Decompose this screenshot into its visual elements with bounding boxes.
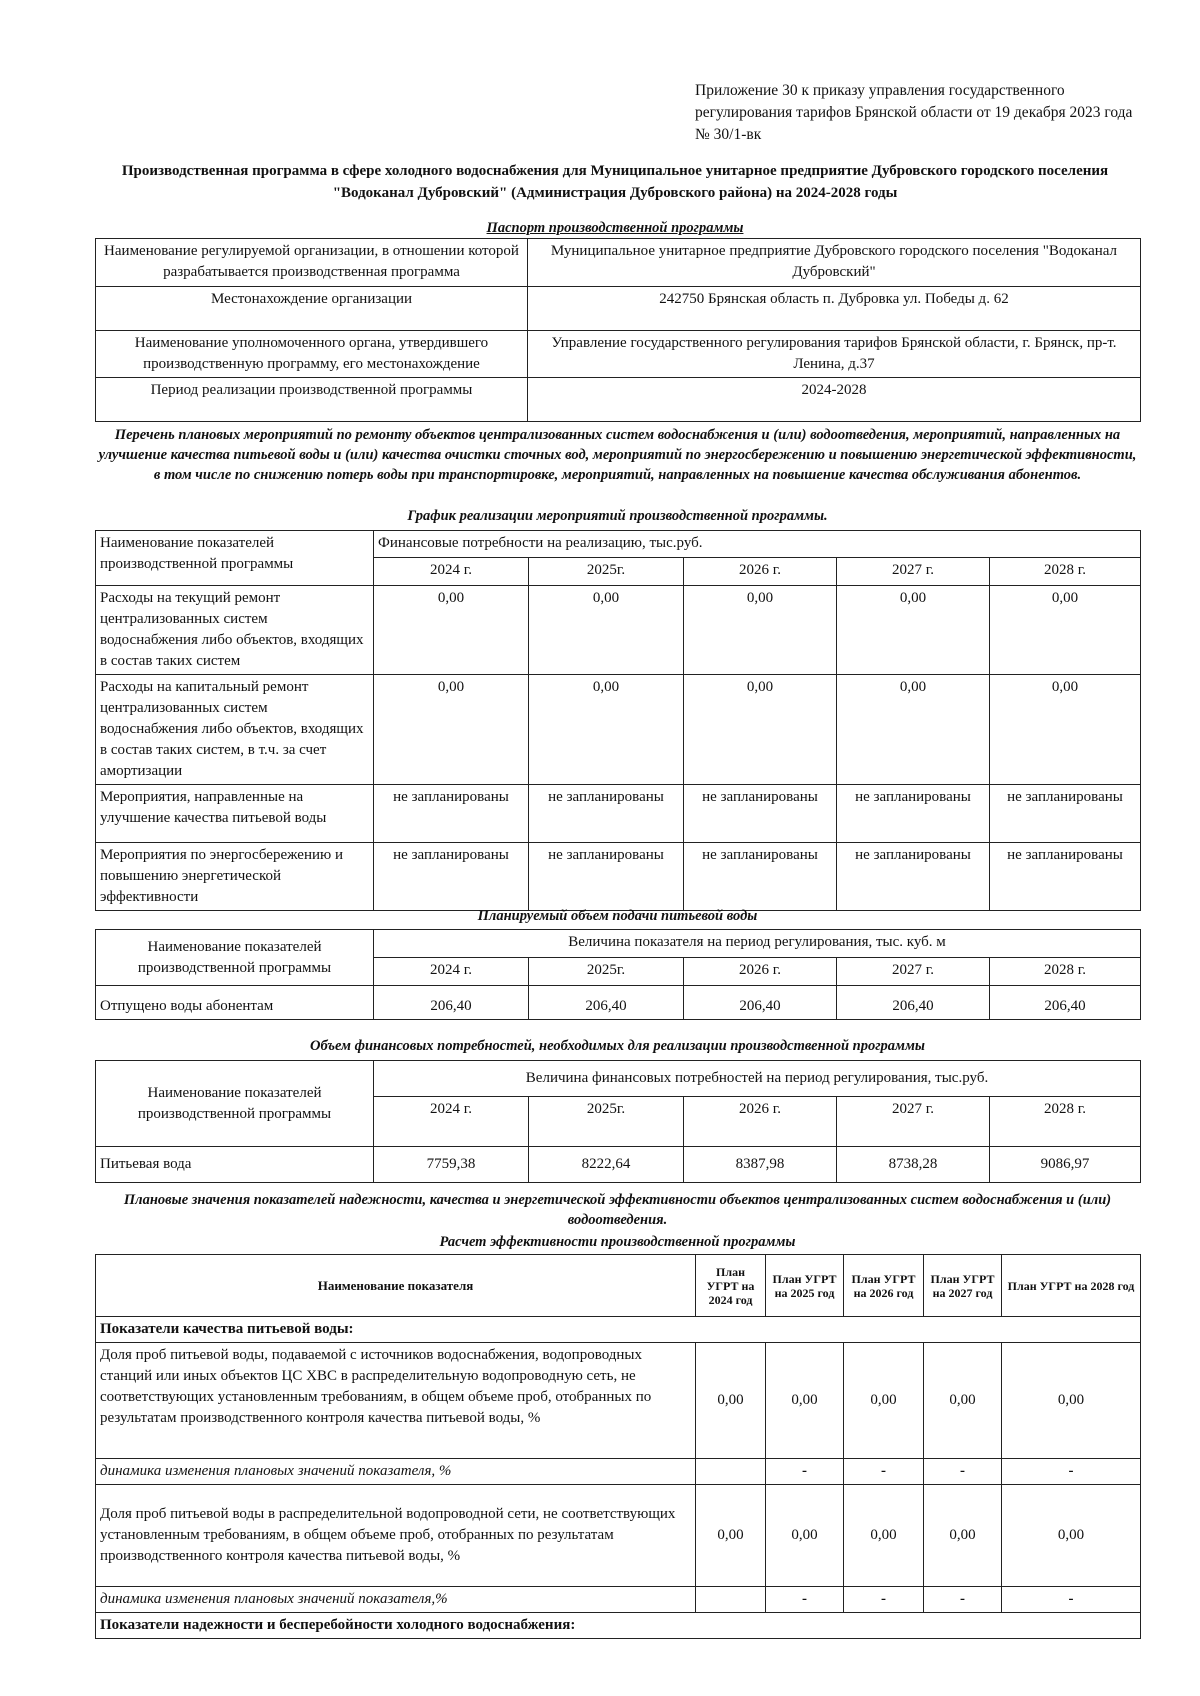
schedule-name-header: Наименование показателей производственной программы bbox=[96, 531, 374, 586]
schedule-group-header: Финансовые потребности на реализацию, тыс.руб. bbox=[374, 531, 1141, 558]
cell-value: - bbox=[924, 1587, 1002, 1613]
cell-value: 206,40 bbox=[990, 986, 1141, 1020]
dynamics-label: динамика изменения плановых значений показателя, % bbox=[96, 1459, 696, 1485]
finance-name-header: Наименование показателей производственной программы bbox=[96, 1061, 374, 1147]
cell-value: - bbox=[1002, 1459, 1141, 1485]
year-header: 2027 г. bbox=[837, 1097, 990, 1147]
cell-value: 0,00 bbox=[837, 586, 990, 675]
cell-value: 8222,64 bbox=[529, 1147, 684, 1183]
row-name: Питьевая вода bbox=[96, 1147, 374, 1183]
cell-value: - bbox=[766, 1459, 844, 1485]
supply-name-header: Наименование показателей производственной программы bbox=[96, 930, 374, 986]
cell-value: 0,00 bbox=[837, 675, 990, 785]
cell-value: не запланированы bbox=[374, 843, 529, 911]
year-header: 2026 г. bbox=[684, 958, 837, 986]
cell-value: не запланированы bbox=[374, 785, 529, 843]
table-row bbox=[96, 986, 1141, 1020]
supply-table bbox=[95, 929, 1141, 1020]
cell-value: 0,00 bbox=[924, 1485, 1002, 1587]
cell-value: - bbox=[1002, 1587, 1141, 1613]
cell-value: 0,00 bbox=[1002, 1343, 1141, 1459]
table-row bbox=[96, 1343, 1141, 1459]
finance-table bbox=[95, 1060, 1141, 1183]
passport-label: Местонахождение организации bbox=[96, 287, 528, 331]
plan-header: План УГРТ на 2028 год bbox=[1002, 1255, 1141, 1317]
year-header: 2025г. bbox=[529, 558, 684, 586]
row-name: Мероприятия, направленные на улучшение качества питьевой воды bbox=[96, 785, 374, 843]
cell-value: не запланированы bbox=[529, 785, 684, 843]
year-header: 2027 г. bbox=[837, 958, 990, 986]
cell-value: 0,00 bbox=[844, 1343, 924, 1459]
passport-value: Управление государственного регулирования тарифов Брянской области, г. Брянск, пр-т. Ленина, д.37 bbox=[528, 331, 1141, 378]
row-name: Расходы на текущий ремонт централизованных систем водоснабжения либо объектов, входящих в состав таких систем bbox=[96, 586, 374, 675]
appendix-note: Приложение 30 к приказу управления государственного регулирования тарифов Брянской области от 19 декабря 2023 года № 30/1-вк bbox=[695, 82, 1133, 143]
cell-value: не запланированы bbox=[837, 843, 990, 911]
passport-label: Период реализации производственной программы bbox=[96, 378, 528, 422]
cell-value: 0,00 bbox=[766, 1485, 844, 1587]
passport-value: 242750 Брянская область п. Дубровка ул. Победы д. 62 bbox=[528, 287, 1141, 331]
cell-value: 0,00 bbox=[374, 675, 529, 785]
finance-caption: Объем финансовых потребностей, необходимых для реализации производственной программы bbox=[310, 1038, 925, 1054]
cell-value: 7759,38 bbox=[374, 1147, 529, 1183]
row-name: Мероприятия по энергосбережению и повышению энергетической эффективности bbox=[96, 843, 374, 911]
table-row bbox=[96, 1587, 1141, 1613]
plan-header: План УГРТ на 2026 год bbox=[844, 1255, 924, 1317]
cell-value: 0,00 bbox=[529, 586, 684, 675]
cell-value: 8387,98 bbox=[684, 1147, 837, 1183]
cell-value: 9086,97 bbox=[990, 1147, 1141, 1183]
cell-value: 0,00 bbox=[990, 675, 1141, 785]
cell-value: 0,00 bbox=[684, 675, 837, 785]
table-row bbox=[96, 1459, 1141, 1485]
year-header: 2026 г. bbox=[684, 558, 837, 586]
table-row bbox=[96, 1485, 1141, 1587]
cell-value bbox=[696, 1459, 766, 1485]
row-name: Отпущено воды абонентам bbox=[96, 986, 374, 1020]
cell-value: не запланированы bbox=[837, 785, 990, 843]
schedule-caption: График реализации мероприятий производственной программы. bbox=[407, 508, 828, 524]
year-header: 2025г. bbox=[529, 1097, 684, 1147]
passport-caption: Паспорт производственной программы bbox=[486, 220, 744, 236]
plan-header: План УГРТ на 2025 год bbox=[766, 1255, 844, 1317]
finance-group-header: Величина финансовых потребностей на период регулирования, тыс.руб. bbox=[374, 1061, 1141, 1097]
year-header: 2028 г. bbox=[990, 958, 1141, 986]
cell-value: - bbox=[766, 1587, 844, 1613]
cell-value: 206,40 bbox=[529, 986, 684, 1020]
year-header: 2028 г. bbox=[990, 558, 1141, 586]
indicator-name: Доля проб питьевой воды, подаваемой с источников водоснабжения, водопроводных станций или иных объектов ЦС ХВС в распределительную водопроводную сеть, не соответствующих установленным требованиям, в общем объеме проб, отобранных по результатам производственного контроля качества питьевой воды, % bbox=[96, 1343, 696, 1459]
cell-value: 0,00 bbox=[696, 1343, 766, 1459]
cell-value: 0,00 bbox=[924, 1343, 1002, 1459]
passport-value: 2024-2028 bbox=[528, 378, 1141, 422]
year-header: 2027 г. bbox=[837, 558, 990, 586]
efficiency-caption: Расчет эффективности производственной программы bbox=[439, 1234, 796, 1250]
cell-value: не запланированы bbox=[684, 843, 837, 911]
cell-value: 0,00 bbox=[990, 586, 1141, 675]
cell-value: не запланированы bbox=[684, 785, 837, 843]
table-row bbox=[96, 843, 1141, 911]
supply-caption: Планируемый объем подачи питьевой воды bbox=[477, 908, 758, 924]
passport-label: Наименование уполномоченного органа, утвердившего производственную программу, его местонахождение bbox=[96, 331, 528, 378]
dynamics-label: динамика изменения плановых значений показателя,% bbox=[96, 1587, 696, 1613]
cell-value: - bbox=[844, 1459, 924, 1485]
cell-value: 8738,28 bbox=[837, 1147, 990, 1183]
passport-table bbox=[95, 238, 1141, 422]
passport-value: Муниципальное унитарное предприятие Дубровского городского поселения "Водоканал Дубровский" bbox=[528, 239, 1141, 287]
supply-group-header: Величина показателя на период регулирования, тыс. куб. м bbox=[374, 930, 1141, 958]
cell-value: 0,00 bbox=[844, 1485, 924, 1587]
row-name: Расходы на капитальный ремонт централизованных систем водоснабжения либо объектов, входящих в состав таких систем, в т.ч. за счет амортизации bbox=[96, 675, 374, 785]
year-header: 2024 г. bbox=[374, 1097, 529, 1147]
cell-value: - bbox=[924, 1459, 1002, 1485]
table-row bbox=[96, 1147, 1141, 1183]
year-header: 2028 г. bbox=[990, 1097, 1141, 1147]
cell-value bbox=[696, 1587, 766, 1613]
cell-value: 206,40 bbox=[374, 986, 529, 1020]
passport-label: Наименование регулируемой организации, в отношении которой разрабатывается производственная программа bbox=[96, 239, 528, 287]
indicator-name-header: Наименование показателя bbox=[96, 1255, 696, 1317]
cell-value: не запланированы bbox=[990, 843, 1141, 911]
measures-caption: Перечень плановых мероприятий по ремонту объектов централизованных систем водоснабжения и (или) водоотведения, мероприятий, направленных на улучшение качества питьевой воды и (или) качества очистки сточных вод, мероприятий по энергосбережению и повышению энергетической эффективности, в том числе по снижению потерь воды при транспортировке, мероприятий, направленных на повышение качества обслуживания абонентов. bbox=[98, 427, 1137, 483]
plan-header: План УГРТ на 2024 год bbox=[696, 1255, 766, 1317]
year-header: 2024 г. bbox=[374, 958, 529, 986]
cell-value: 206,40 bbox=[684, 986, 837, 1020]
plan-header: План УГРТ на 2027 год bbox=[924, 1255, 1002, 1317]
year-header: 2026 г. bbox=[684, 1097, 837, 1147]
year-header: 2025г. bbox=[529, 958, 684, 986]
cell-value: - bbox=[844, 1587, 924, 1613]
cell-value: 0,00 bbox=[684, 586, 837, 675]
document-title: Производственная программа в сфере холодного водоснабжения для Муниципальное унитарное предприятие Дубровского городского поселения "Водоканал Дубровский" (Администрация Дубровского района) на 2024-2028 годы bbox=[121, 163, 1109, 201]
year-header: 2024 г. bbox=[374, 558, 529, 586]
cell-value: 0,00 bbox=[374, 586, 529, 675]
indicators-caption: Плановые значения показателей надежности, качества и энергетической эффективности объектов централизованных систем водоснабжения и (или) водоотведения. bbox=[123, 1192, 1112, 1228]
cell-value: 206,40 bbox=[837, 986, 990, 1020]
indicators-table bbox=[95, 1254, 1141, 1639]
section-title: Показатели качества питьевой воды: bbox=[96, 1317, 1141, 1343]
cell-value: 0,00 bbox=[696, 1485, 766, 1587]
cell-value: 0,00 bbox=[766, 1343, 844, 1459]
indicator-name: Доля проб питьевой воды в распределительной водопроводной сети, не соответствующих установленным требованиям, в общем объеме проб, отобранных по результатам производственного контроля качества питьевой воды, % bbox=[96, 1485, 696, 1587]
table-row bbox=[96, 785, 1141, 843]
cell-value: 0,00 bbox=[1002, 1485, 1141, 1587]
cell-value: 0,00 bbox=[529, 675, 684, 785]
table-row bbox=[96, 586, 1141, 675]
section-title: Показатели надежности и бесперебойности холодного водоснабжения: bbox=[96, 1613, 1141, 1639]
schedule-table bbox=[95, 530, 1141, 911]
cell-value: не запланированы bbox=[990, 785, 1141, 843]
cell-value: не запланированы bbox=[529, 843, 684, 911]
table-row bbox=[96, 675, 1141, 785]
